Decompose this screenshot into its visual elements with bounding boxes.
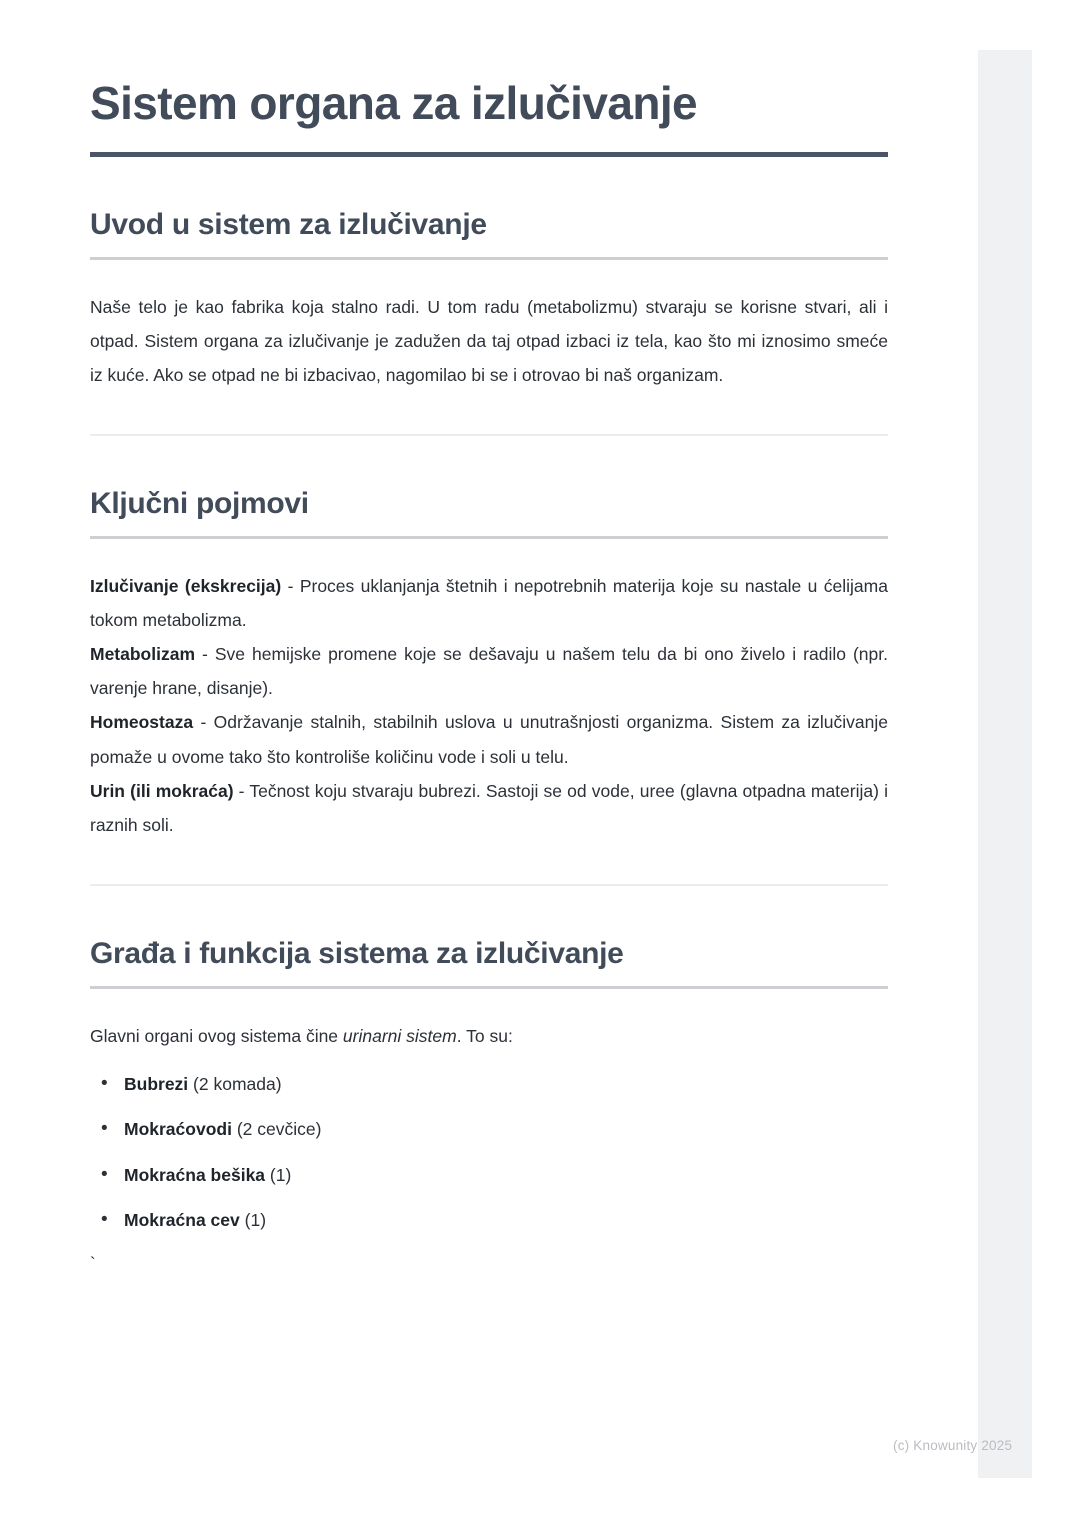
lead-text-before: Glavni organi ovog sistema čine <box>90 1025 343 1046</box>
section-heading-grada-i-funkcija: Građa i funkcija sistema za izlučivanje <box>90 936 624 970</box>
key-term-entry <box>90 774 888 842</box>
key-term-definition: Tečnost koju stvaraju bubrezi. Sastoji se od vode, uree (glavna otpadna materija) i raznih soli. <box>90 780 888 835</box>
organ-count: (2 komada) <box>188 1074 282 1095</box>
section-kljucni-pojmovi <box>90 486 888 842</box>
watermark: (c) Knowunity 2025 <box>893 1438 1013 1453</box>
page-title: Sistem organa za izlučivanje <box>90 77 697 129</box>
key-term-entry <box>90 637 888 705</box>
heading-divider <box>90 986 888 989</box>
heading-divider <box>90 536 888 539</box>
list-item <box>124 1116 888 1142</box>
lead-text-after: . To su: <box>456 1025 513 1046</box>
list-item <box>124 1207 888 1233</box>
key-term-name: Homeostaza <box>90 712 194 733</box>
key-term-definition: Proces uklanjanja štetnih i nepotrebnih materija koje su nastale u ćelijama tokom metabolizma. <box>90 575 888 631</box>
section-divider-2 <box>90 884 888 886</box>
organ-name: Bubrezi <box>124 1074 189 1095</box>
section-heading-uvod: Uvod u sistem za izlučivanje <box>90 207 487 241</box>
section-heading-kljucni-pojmovi: Ključni pojmovi <box>90 486 309 520</box>
key-term-definition: Sve hemijske promene koje se dešavaju u našem telu da bi ono živelo i radilo (npr. varenje hrane, disanje). <box>90 644 888 699</box>
section-grada-i-funkcija <box>90 936 888 1272</box>
right-side-panel <box>978 50 1032 1478</box>
organ-name: Mokraćovodi <box>124 1119 232 1140</box>
key-term-entry <box>90 705 888 773</box>
organs-lead-paragraph <box>90 1019 888 1053</box>
title-divider <box>90 152 888 157</box>
list-item <box>124 1071 888 1097</box>
key-term-name: Urin (ili mokraća) <box>90 780 234 801</box>
section-uvod <box>90 207 888 392</box>
organ-count: (1) <box>239 1209 267 1230</box>
key-term-definition: Održavanje stalnih, stabilnih uslova u unutrašnjosti organizma. Sistem za izlučivanje pomaže u ovome tako što kontroliše količinu vode i soli u telu. <box>90 712 888 767</box>
key-term-entry <box>90 569 888 637</box>
organ-name: Mokraćna bešika <box>124 1164 266 1185</box>
organ-count: (2 cevčice) <box>231 1119 322 1140</box>
key-term-separator: - <box>233 780 250 801</box>
heading-divider <box>90 257 888 260</box>
lead-text-italic: urinarni sistem <box>342 1025 457 1046</box>
key-term-separator: - <box>193 712 214 733</box>
key-term-separator: - <box>281 575 300 596</box>
intro-paragraph: Naše telo je kao fabrika koja stalno radi. U tom radu (metabolizmu) stvaraju se korisne stvari, ali i otpad. Sistem organa za izlučivanje je zadužen da taj otpad izbaci iz tela, kao što mi iznosimo smeće iz kuće. Ako se otpad ne bi izbacivao, nagomilao bi se i otrovao bi naš organizam. <box>90 296 888 385</box>
stray-backtick-character: ` <box>90 1254 96 1274</box>
section-divider-1 <box>90 434 888 436</box>
organ-name: Mokraćna cev <box>124 1209 240 1230</box>
organ-count: (1) <box>265 1164 292 1185</box>
key-term-name: Izlučivanje (ekskrecija) <box>90 575 282 596</box>
list-item <box>124 1162 888 1188</box>
key-term-name: Metabolizam <box>90 644 196 665</box>
organ-list <box>90 1071 888 1233</box>
key-term-separator: - <box>195 644 215 665</box>
